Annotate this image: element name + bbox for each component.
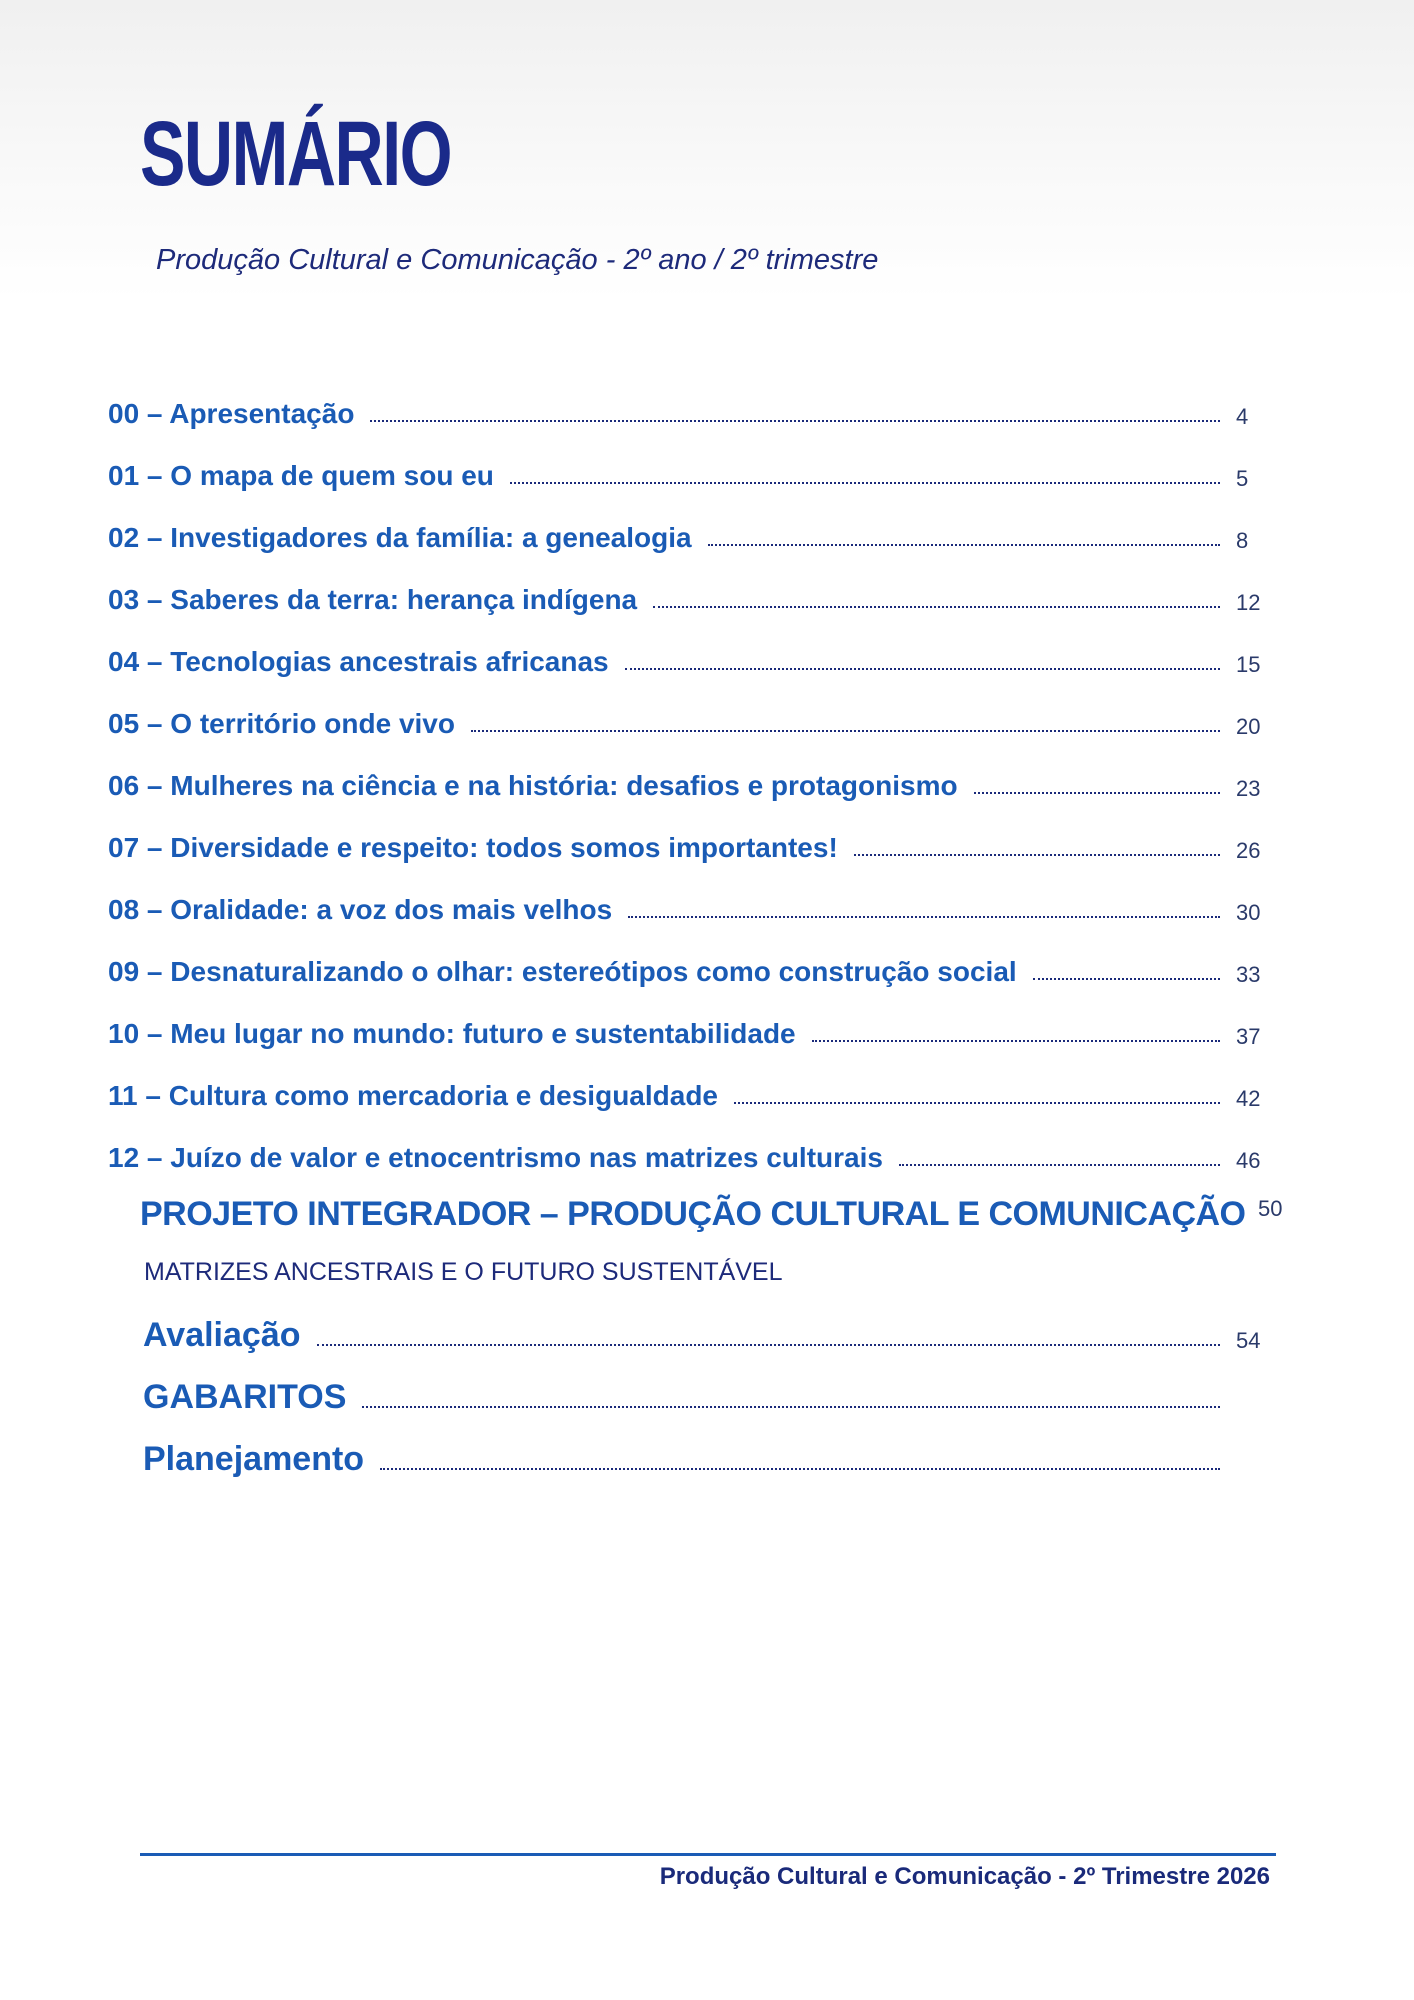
toc-entry[interactable] bbox=[108, 818, 1286, 862]
toc-entry-label: 05 – O território onde vivo bbox=[108, 708, 455, 739]
page-title: SUMÁRIO bbox=[140, 103, 452, 205]
toc-entry-label: 07 – Diversidade e respeito: todos somos importantes! bbox=[108, 832, 838, 863]
dot-leader bbox=[1033, 978, 1220, 980]
footer-text: Produção Cultural e Comunicação - 2º Trimestre 2026 bbox=[659, 1863, 1270, 1890]
dot-leader bbox=[708, 544, 1220, 546]
dot-leader bbox=[370, 420, 1220, 422]
project-subtitle: MATRIZES ANCESTRAIS E O FUTURO SUSTENTÁVEL bbox=[144, 1258, 783, 1286]
toc-entry-page: 37 bbox=[1236, 1024, 1261, 1049]
toc-entry[interactable] bbox=[108, 508, 1286, 552]
dot-leader bbox=[625, 668, 1220, 670]
toc-entry[interactable] bbox=[108, 1128, 1286, 1172]
dot-leader bbox=[317, 1344, 1221, 1346]
toc-entry-page: 23 bbox=[1236, 776, 1261, 801]
toc-entry[interactable] bbox=[108, 756, 1286, 800]
dot-leader bbox=[854, 854, 1220, 856]
toc-entry-label: 11 – Cultura como mercadoria e desigualdade bbox=[108, 1080, 718, 1111]
toc-entry-page: 4 bbox=[1236, 404, 1249, 429]
toc-entry-label: 09 – Desnaturalizando o olhar: estereótipos como construção social bbox=[108, 956, 1017, 987]
toc-entry-label: 12 – Juízo de valor e etnocentrismo nas matrizes culturais bbox=[108, 1142, 883, 1173]
toc-entry-label: 00 – Apresentação bbox=[108, 398, 355, 429]
toc-entry-page: 20 bbox=[1236, 714, 1261, 739]
dot-leader bbox=[653, 606, 1220, 608]
toc-entry-page: 46 bbox=[1236, 1148, 1261, 1173]
dot-leader bbox=[734, 1102, 1220, 1104]
dot-leader bbox=[899, 1164, 1220, 1166]
toc-entry-label: Avaliação bbox=[143, 1316, 301, 1354]
toc-entry-planejamento[interactable] bbox=[143, 1424, 1286, 1476]
toc-entry[interactable] bbox=[108, 446, 1286, 490]
toc-entry-page: 15 bbox=[1236, 652, 1261, 677]
toc-entry-page: 42 bbox=[1236, 1086, 1261, 1111]
toc-entry[interactable] bbox=[108, 694, 1286, 738]
dot-leader bbox=[510, 482, 1220, 484]
toc-entry-avaliacao[interactable] bbox=[143, 1300, 1286, 1352]
dot-leader bbox=[812, 1040, 1220, 1042]
toc-entry[interactable] bbox=[108, 570, 1286, 614]
dot-leader bbox=[380, 1468, 1220, 1470]
toc-entry-label: Planejamento bbox=[143, 1440, 365, 1478]
page-subtitle: Produção Cultural e Comunicação - 2º ano / 2º trimestre bbox=[156, 244, 879, 276]
toc-entry[interactable] bbox=[108, 1066, 1286, 1110]
dot-leader bbox=[974, 792, 1220, 794]
project-title[interactable]: PROJETO INTEGRADOR – PRODUÇÃO CULTURAL E COMUNICAÇÃO bbox=[140, 1195, 1246, 1233]
toc-entry-label: 08 – Oralidade: a voz dos mais velhos bbox=[108, 894, 613, 925]
toc-entry-page: 33 bbox=[1236, 962, 1261, 987]
dot-leader bbox=[628, 916, 1220, 918]
project-page: 50 bbox=[1258, 1196, 1283, 1221]
toc-entry-page: 54 bbox=[1236, 1328, 1261, 1353]
toc-entry-label: GABARITOS bbox=[143, 1378, 347, 1416]
toc-entry-page: 30 bbox=[1236, 900, 1261, 925]
toc-entry-page: 5 bbox=[1236, 466, 1249, 491]
toc-entry[interactable] bbox=[108, 384, 1286, 428]
toc-entry-label: 01 – O mapa de quem sou eu bbox=[108, 460, 494, 491]
toc-entry-page: 12 bbox=[1236, 590, 1261, 615]
toc-entry[interactable] bbox=[108, 942, 1286, 986]
toc-entry-gabaritos[interactable] bbox=[143, 1362, 1286, 1414]
toc-entry-label: 02 – Investigadores da família: a genealogia bbox=[108, 522, 692, 553]
toc-entry[interactable] bbox=[108, 632, 1286, 676]
toc-entry-label: 10 – Meu lugar no mundo: futuro e sustentabilidade bbox=[108, 1018, 796, 1049]
dot-leader bbox=[362, 1406, 1220, 1408]
toc-entry-label: 04 – Tecnologias ancestrais africanas bbox=[108, 646, 609, 677]
dot-leader bbox=[471, 730, 1220, 732]
toc-entry[interactable] bbox=[108, 880, 1286, 924]
toc-entry-label: 03 – Saberes da terra: herança indígena bbox=[108, 584, 638, 615]
toc-entry-page: 8 bbox=[1236, 528, 1249, 553]
toc-entry-page: 26 bbox=[1236, 838, 1261, 863]
toc-entry[interactable] bbox=[108, 1004, 1286, 1048]
footer-divider bbox=[140, 1853, 1276, 1856]
toc-entry-label: 06 – Mulheres na ciência e na história: desafios e protagonismo bbox=[108, 770, 958, 801]
